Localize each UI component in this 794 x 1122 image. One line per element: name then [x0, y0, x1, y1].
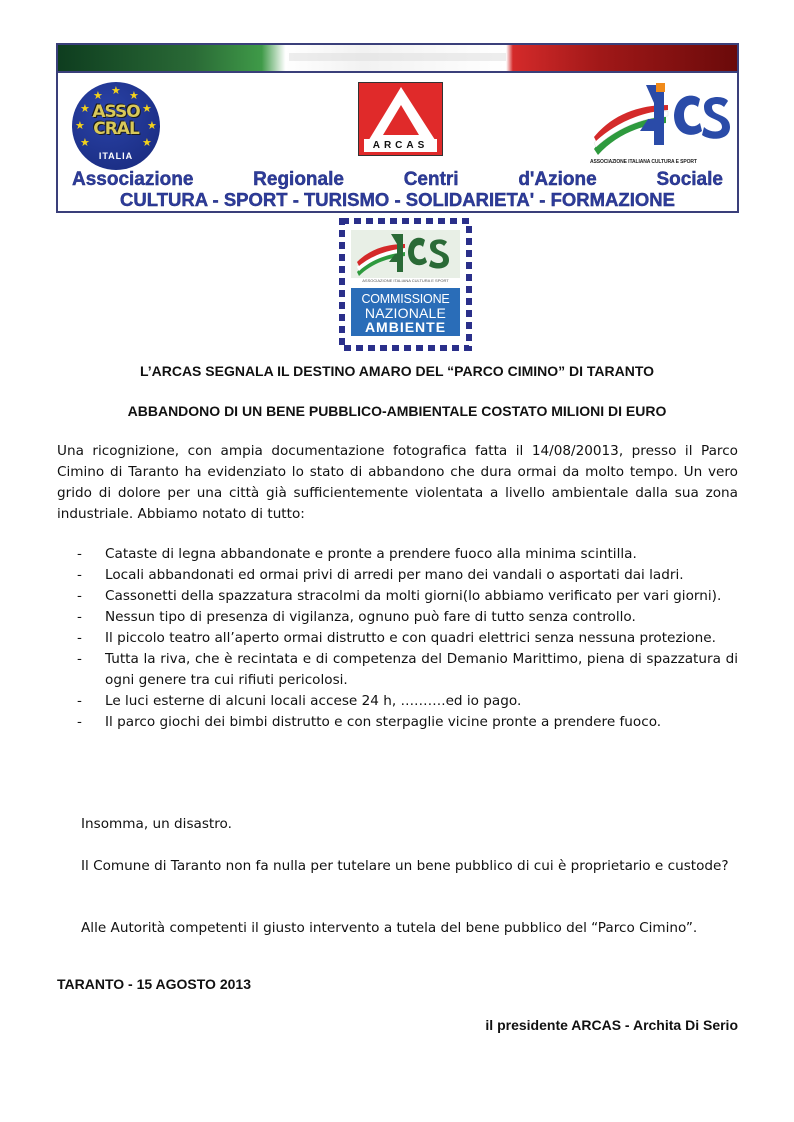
- star-icon: ★: [80, 103, 90, 115]
- asso-cral-wordmark: ASSO CRAL: [92, 102, 140, 139]
- star-icon: ★: [142, 103, 152, 115]
- list-item-text: Le luci esterne di alcuni locali accese 24 h, ……….ed io pago.: [105, 693, 522, 709]
- header-word: Sociale: [656, 169, 723, 190]
- star-icon: ★: [111, 85, 121, 97]
- header-word: Regionale: [253, 169, 344, 190]
- header-word: Associazione: [72, 169, 194, 190]
- star-icon: ★: [75, 120, 85, 132]
- arcas-logo-icon: [358, 82, 443, 156]
- asso-cral-logo-icon: [72, 82, 160, 170]
- arcas-wordmark: ARCAS: [364, 139, 437, 152]
- bullet-dash: -: [77, 693, 82, 709]
- bullet-dash: -: [77, 651, 82, 667]
- document-title: L’ARCAS SEGNALA IL DESTINO AMARO DEL “PARCO CIMINO” DI TARANTO: [139, 363, 655, 379]
- asso-cral-italia-label: ITALIA: [98, 151, 134, 161]
- document-subtitle: ABBANDONO DI UN BENE PUBBLICO-AMBIENTALE COSTATO MILIONI DI EURO: [127, 403, 667, 419]
- aics-mark-icon: [590, 83, 730, 159]
- star-icon: ★: [80, 137, 90, 149]
- italian-flag-bar: [58, 45, 737, 73]
- aics-small-mark-icon: [351, 230, 460, 278]
- star-icon: ★: [147, 120, 157, 132]
- intro-paragraph: Una ricognizione, con ampia documentazione fotografica fatta il 14/08/20013, presso il Parco Cimino di Taranto ha evidenziato lo stato di abbandono che dura ormai da molto tempo. Un vero grido di dolore per una città già sufficientemente violentata a livello ambientale dalla sua zona industriale. Abbiamo notato di tutto:: [57, 443, 738, 522]
- list-item-text: Nessun tipo di presenza di vigilanza, ognuno può fare di tutto senza controllo.: [105, 609, 636, 625]
- commissione-label-block: [351, 288, 460, 336]
- header-word: d'Azione: [518, 169, 597, 190]
- signature-line: il presidente ARCAS - Archita Di Serio: [485, 1017, 738, 1033]
- bullet-dash: -: [77, 567, 82, 583]
- star-icon: ★: [93, 90, 103, 102]
- insomma-paragraph: Insomma, un disastro.: [81, 816, 232, 832]
- aics-small-subtitle: ASSOCIAZIONE ITALIANA CULTURA E SPORT: [362, 278, 449, 283]
- letterhead: [56, 43, 739, 213]
- bullet-dash: -: [77, 609, 82, 625]
- list-item: [57, 586, 738, 607]
- commissione-line: COMMISSIONE: [361, 292, 450, 306]
- list-item-text: Il parco giochi dei bimbi distrutto e con sterpaglie vicine pronte a prendere fuoco.: [105, 714, 662, 730]
- place-date-line: TARANTO - 15 AGOSTO 2013: [57, 976, 251, 992]
- findings-list: [57, 544, 738, 733]
- association-motto-line: CULTURA - SPORT - TURISMO - SOLIDARIETA' - FORMAZIONE: [120, 189, 675, 210]
- aics-small-logo-icon: [351, 230, 460, 286]
- aics-subtitle: ASSOCIAZIONE ITALIANA CULTURA E SPORT: [590, 159, 697, 165]
- list-item: [57, 691, 738, 712]
- list-item: [57, 565, 738, 586]
- list-item-text: Locali abbandonati ed ormai privi di arredi per mano dei vandali o asportati dai ladri.: [105, 567, 684, 583]
- star-icon: ★: [142, 137, 152, 149]
- bullet-dash: -: [77, 630, 82, 646]
- aics-logo-icon: [590, 83, 730, 168]
- ambiente-line: AMBIENTE: [364, 319, 447, 335]
- association-name-line: [72, 169, 723, 190]
- list-item: [57, 607, 738, 628]
- list-item: [57, 544, 738, 565]
- bullet-dash: -: [77, 546, 82, 562]
- bullet-dash: -: [77, 588, 82, 604]
- list-item-text: Cassonetti della spazzatura stracolmi da molti giorni(lo abbiamo verificato per vari giorni).: [105, 588, 722, 604]
- comune-paragraph: Il Comune di Taranto non fa nulla per tutelare un bene pubblico di cui è proprietario e custode?: [81, 858, 729, 874]
- commissione-ambiente-logo: [339, 218, 472, 351]
- list-item: [57, 712, 738, 733]
- bullet-dash: -: [77, 714, 82, 730]
- star-icon: ★: [129, 90, 139, 102]
- list-item-text: Tutta la riva, che è recintata e di competenza del Demanio Marittimo, piena di spazzatura di ogni genere tra cui rifiuti pericolosi.: [105, 651, 738, 688]
- list-item: [57, 649, 738, 691]
- nazionale-line: NAZIONALE: [364, 305, 447, 321]
- header-word: Centri: [403, 169, 459, 190]
- autorita-paragraph: Alle Autorità competenti il giusto intervento a tutela del bene pubblico del “Parco Cimino”.: [81, 920, 698, 936]
- list-item: [57, 628, 738, 649]
- list-item-text: Cataste di legna abbandonate e pronte a prendere fuoco alla minima scintilla.: [105, 546, 637, 562]
- list-item-text: Il piccolo teatro all’aperto ormai distrutto e con quadri elettrici senza nessuna protezione.: [105, 630, 716, 646]
